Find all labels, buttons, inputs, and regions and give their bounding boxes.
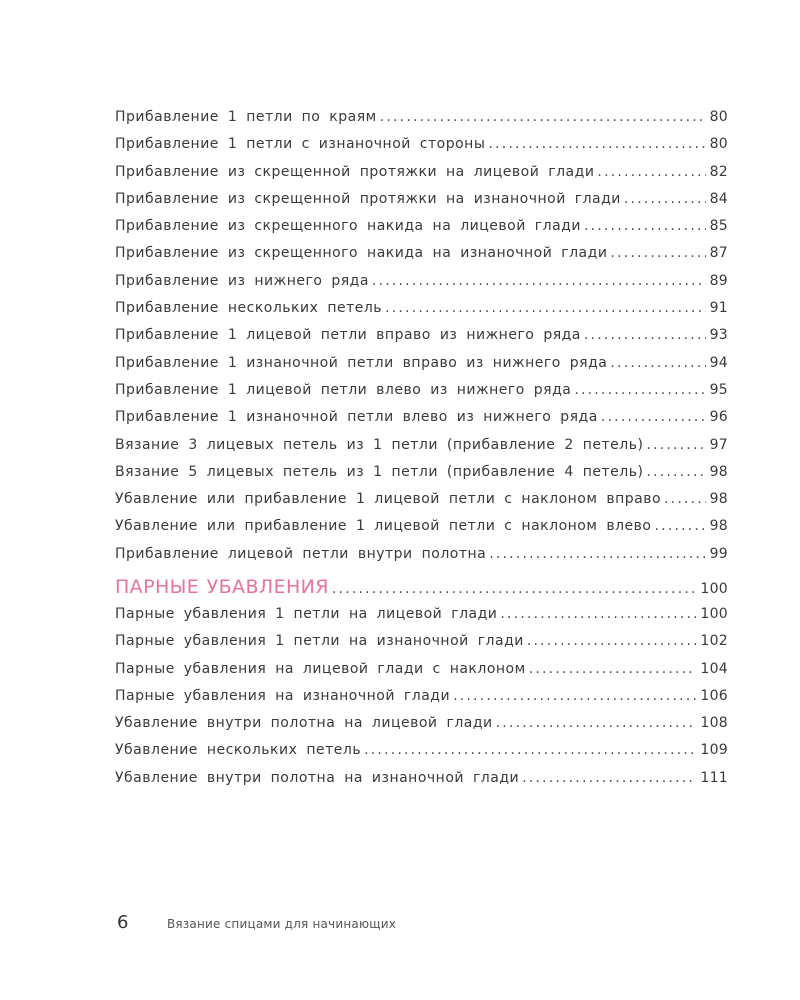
toc-section-paired-decreases <box>115 576 728 797</box>
toc-entry <box>115 273 728 300</box>
toc-entry <box>115 546 728 573</box>
toc-entry-page: 100 <box>700 606 728 622</box>
toc-entry-page: 91 <box>709 300 728 317</box>
toc-entry-title: Убавление нескольких петель <box>115 742 362 759</box>
toc-entry <box>115 327 728 354</box>
dot-leader <box>372 273 706 289</box>
toc-entry-page: 94 <box>709 354 728 371</box>
toc-entry <box>115 606 728 633</box>
page-footer <box>117 912 396 933</box>
dot-leader <box>624 191 706 207</box>
toc-entry-page: 84 <box>709 190 728 207</box>
toc-entry-title: Парные убавления 1 петли на лицевой глади <box>115 606 498 622</box>
dot-leader <box>597 164 705 180</box>
toc-entry <box>115 164 728 191</box>
toc-entry <box>115 355 728 382</box>
toc-entry-page: 102 <box>700 633 728 650</box>
toc-entry-title: Парные убавления на изнаночной глади <box>115 687 451 704</box>
toc-entry-page: 80 <box>709 136 728 153</box>
toc-entry-page: 99 <box>709 545 728 562</box>
toc-entry-title: Парные убавления на лицевой глади с наклоном <box>115 660 526 677</box>
toc-entry-page: 111 <box>700 769 728 786</box>
toc-entry-title: Прибавление из скрещенного накида на изнаночной глади <box>115 245 608 262</box>
dot-leader <box>488 136 705 152</box>
toc-entry-title: Прибавление 1 лицевой петли влево из нижнего ряда <box>115 381 572 398</box>
toc-entry-page: 80 <box>709 109 728 125</box>
toc-entry-page: 98 <box>709 463 728 480</box>
toc-entry-title: Прибавление 1 изнаночной петли вправо из нижнего ряда <box>115 354 608 371</box>
toc-entry-title: Прибавление 1 лицевой петли вправо из нижнего ряда <box>115 327 581 344</box>
toc-entry <box>115 715 728 742</box>
toc-entry <box>115 491 728 518</box>
toc-entry-title: Прибавление 1 изнаночной петли влево из нижнего ряда <box>115 409 598 426</box>
dot-leader <box>489 546 705 562</box>
toc-entry-page: 96 <box>709 409 728 426</box>
dot-leader <box>655 518 706 534</box>
dot-leader <box>500 606 696 622</box>
dot-leader <box>364 742 696 758</box>
toc-entry-page: 106 <box>700 687 728 704</box>
toc-entry-page: 89 <box>709 272 728 289</box>
toc-entry-title: Вязание 3 лицевых петель из 1 петли (прибавление 2 петель) <box>115 436 644 453</box>
dot-leader <box>646 464 705 480</box>
toc-entry-page: 104 <box>700 660 728 677</box>
toc-entry-page: 97 <box>709 436 728 453</box>
toc-entry <box>115 218 728 245</box>
toc-entry <box>115 136 728 163</box>
toc-entry <box>115 437 728 464</box>
toc-entry-title: Прибавление из скрещенной протяжки на лицевой глади <box>115 163 595 180</box>
toc-entry-title: Прибавление лицевой петли внутри полотна <box>115 545 487 562</box>
dot-leader <box>584 218 706 234</box>
toc-entry <box>115 409 728 436</box>
toc-entry-title: Убавление внутри полотна на изнаночной глади <box>115 769 520 786</box>
dot-leader <box>527 633 697 649</box>
toc-entry-title: Убавление или прибавление 1 лицевой петли с наклоном вправо <box>115 491 662 508</box>
toc-entry-page: 98 <box>709 518 728 535</box>
toc-entry-page: 95 <box>709 381 728 398</box>
toc-entry <box>115 661 728 688</box>
toc-entry-page: 87 <box>709 245 728 262</box>
toc-entry-title: Прибавление 1 петли по краям <box>115 109 377 125</box>
section-title: ПАРНЫЕ УБАВЛЕНИЯ <box>115 576 329 598</box>
section-page: 100 <box>700 581 728 597</box>
toc-entry-title: Прибавление из скрещенной протяжки на изнаночной глади <box>115 190 621 207</box>
section-heading <box>115 576 728 606</box>
toc-entry-page: 85 <box>709 218 728 235</box>
dot-leader <box>584 327 706 343</box>
toc-entry-page: 108 <box>700 715 728 732</box>
toc-entry-title: Парные убавления 1 петли на изнаночной глади <box>115 633 524 650</box>
dot-leader <box>380 109 706 125</box>
toc-entry-title: Прибавление 1 петли с изнаночной стороны <box>115 136 486 153</box>
dot-leader <box>574 382 705 398</box>
dot-leader <box>610 355 705 371</box>
toc-entry-page: 82 <box>709 163 728 180</box>
toc-entry <box>115 688 728 715</box>
dot-leader <box>522 770 696 786</box>
toc-entry <box>115 518 728 545</box>
dot-leader <box>496 715 697 731</box>
running-title: Вязание спицами для начинающих <box>167 917 397 931</box>
toc-entry-page: 98 <box>709 491 728 508</box>
dot-leader <box>385 300 706 316</box>
dot-leader <box>453 688 696 704</box>
toc-entry <box>115 464 728 491</box>
page-number: 6 <box>117 912 129 933</box>
toc-entry <box>115 300 728 327</box>
dot-leader <box>529 661 697 677</box>
toc-entry-title: Убавление или прибавление 1 лицевой петли с наклоном влево <box>115 518 652 535</box>
toc-entry-page: 109 <box>700 742 728 759</box>
dot-leader <box>610 245 705 261</box>
toc-entry-title: Убавление внутри полотна на лицевой глади <box>115 715 493 732</box>
toc-entry-page: 93 <box>709 327 728 344</box>
toc-entry <box>115 742 728 769</box>
dot-leader <box>601 409 706 425</box>
dot-leader <box>332 581 696 597</box>
toc-entry-title: Вязание 5 лицевых петель из 1 петли (прибавление 4 петель) <box>115 463 644 480</box>
toc-entry <box>115 633 728 660</box>
toc-list <box>115 109 728 573</box>
toc-entry <box>115 109 728 136</box>
toc-entry <box>115 191 728 218</box>
toc-entry-title: Прибавление из нижнего ряда <box>115 272 369 289</box>
toc-entry <box>115 245 728 272</box>
dot-leader <box>646 437 705 453</box>
toc-entry-title: Прибавление из скрещенного накида на лицевой глади <box>115 218 581 235</box>
toc-entry <box>115 770 728 797</box>
toc-entry-title: Прибавление нескольких петель <box>115 300 383 317</box>
dot-leader <box>664 491 706 507</box>
toc-entry <box>115 382 728 409</box>
